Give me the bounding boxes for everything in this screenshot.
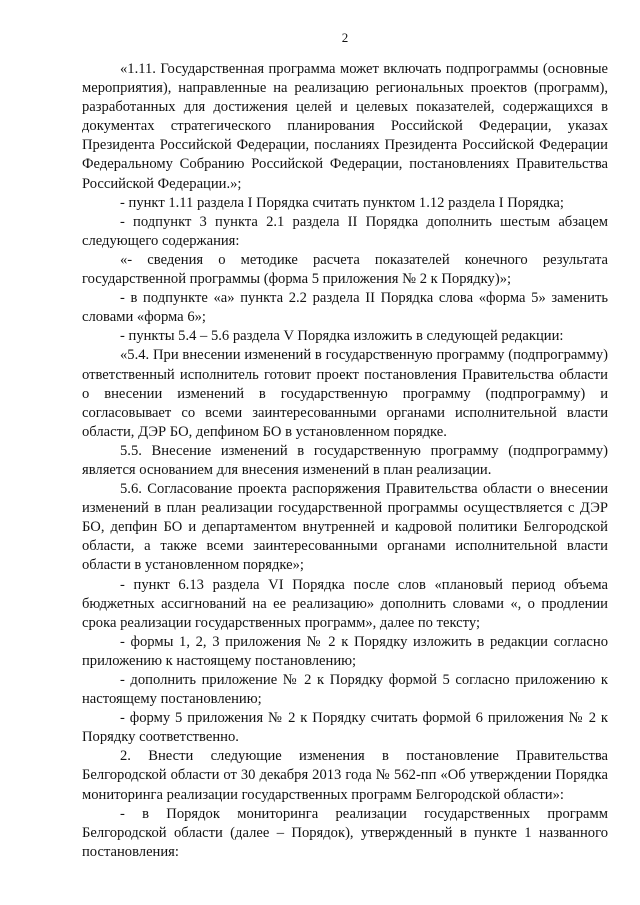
paragraph-points-5-4-5-6: - пункты 5.4 – 5.6 раздела V Порядка изложить в следующей редакции: [120, 328, 564, 345]
paragraph-5-4: «5.4. При внесении изменений в государственную программу (подпрограмму) ответственный исполнитель готовит проект постановления Правительства области о внесении изменений в государственную программу (подпрограмму) и согласовывает со всеми заинтересованными органами исполнительной власти области, ДЭР БО, депфином БО в установленном порядке. [82, 347, 608, 440]
paragraph-methodology-info: «- сведения о методике расчета показателей конечного результата государственной программы (форма 5 приложения № 2 к Порядку)»; [82, 251, 608, 288]
paragraph-forms-1-2-3: - формы 1, 2, 3 приложения № 2 к Порядку изложить в редакции согласно приложению к настоящему постановлению; [82, 633, 608, 669]
paragraph-subpoint-3: - подпункт 3 пункта 2.1 раздела II Порядка дополнить шестым абзацем следующего содержания: [82, 213, 608, 249]
paragraph-subpoint-a: - в подпункте «а» пункта 2.2 раздела II Порядка слова «форма 5» заменить словами «форма 6»; [82, 290, 608, 326]
paragraph-5-6: 5.6. Согласование проекта распоряжения Правительства области о внесении изменений в план реализации государственной программы осуществляется с ДЭР БО, депфин БО и департаментом внутренней и кадровой политики Белгородской области, а также всеми заинтересованными органами исполнительной власти области в установленном порядке»; [82, 481, 608, 574]
page-number: 2 [341, 30, 349, 45]
paragraph-add-form-5: - дополнить приложение № 2 к Порядку формой 5 согласно приложению к настоящему постановлению; [82, 672, 608, 708]
paragraph-monitoring-order: - в Порядок мониторинга реализации государственных программ Белгородской области (далее – Порядок), утвержденный в пункте 1 названного постановления: [82, 805, 608, 860]
paragraph-5-5: 5.5. Внесение изменений в государственную программу (подпрограмму) является основанием для внесения изменений в план реализации. [82, 442, 608, 478]
paragraph-6-13: - пункт 6.13 раздела VI Порядка после слов «плановый период объема бюджетных ассигнований на ее реализацию» дополнить словами «, о продлении срока реализации государственных программ», далее по тексту; [82, 576, 608, 631]
paragraph-1-11: «1.11. Государственная программа может включать подпрограммы (основные мероприятия), направленные на реализацию региональных проектов (программ), разработанных для достижения целей и целевых показателей, содержащихся в документах стратегического планирования Российской Федерации, указах Президента Российской Федерации, посланиях Президента Российской Федерации Федеральному Собранию Российской Федерации, постановлениях Правительства Российской Федерации.»; [82, 61, 608, 192]
paragraph-form-5-to-6: - форму 5 приложения № 2 к Порядку считать формой 6 приложения № 2 к Порядку соответственно. [82, 710, 608, 746]
paragraph-item-2: 2. Внести следующие изменения в постановление Правительства Белгородской области от 30 декабря 2013 года № 562-пп «Об утверждении Порядка мониторинга реализации государственных программ Белгородской области»: [82, 748, 608, 803]
paragraph-renumber-1-11: - пункт 1.11 раздела I Порядка считать пунктом 1.12 раздела I Порядка; [120, 194, 564, 211]
